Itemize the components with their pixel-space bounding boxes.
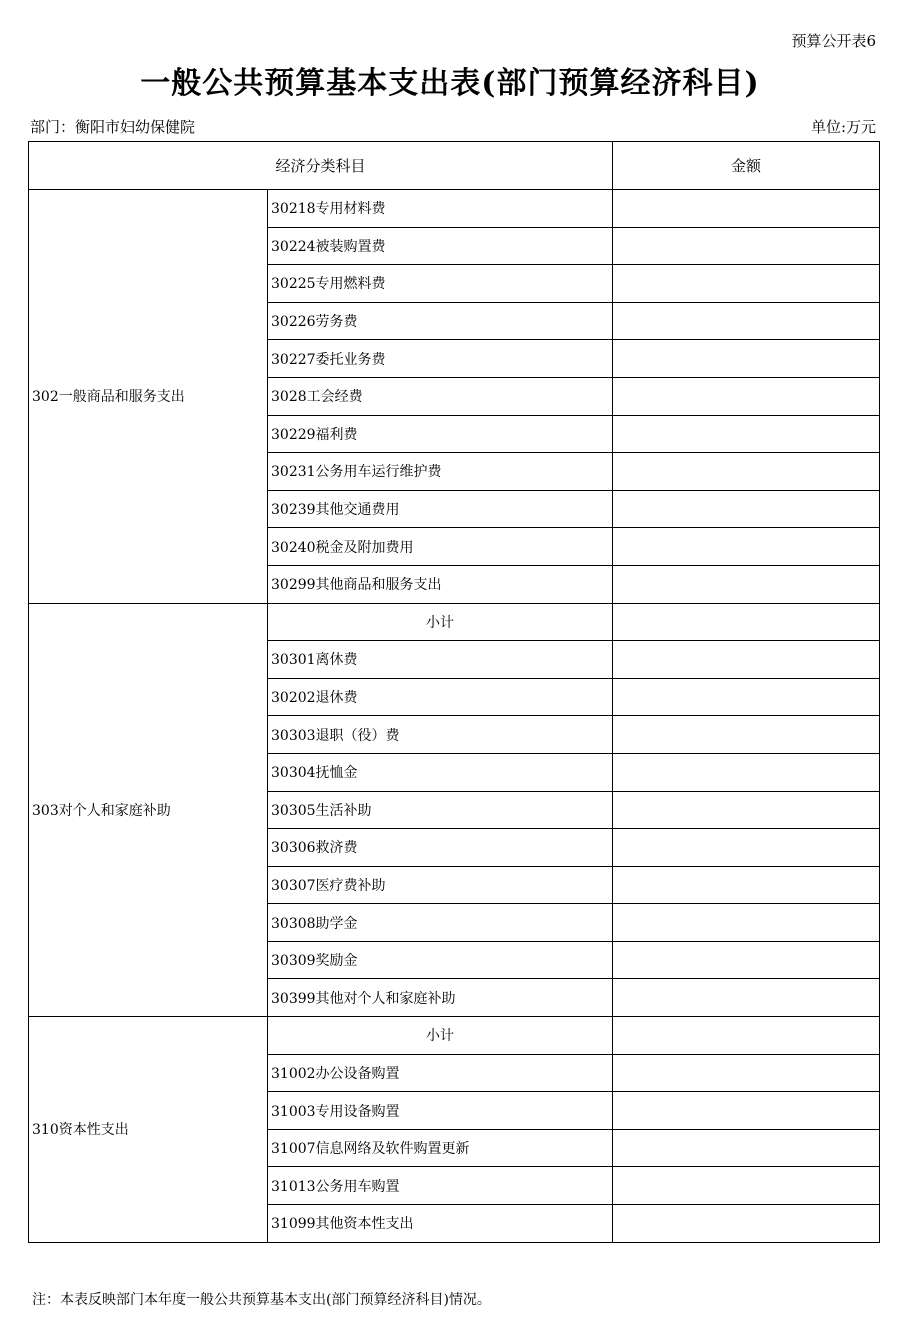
group-category-cell: 303对个人和家庭补助 xyxy=(29,603,268,1017)
item-label: 30225专用燃料费 xyxy=(268,265,613,303)
page-title: 一般公共预算基本支出表(部门预算经济科目) xyxy=(140,66,760,101)
item-label: 31007信息网络及软件购置更新 xyxy=(268,1129,613,1167)
amount-cell xyxy=(613,716,880,754)
item-label: 31002办公设备购置 xyxy=(268,1054,613,1092)
amount-cell xyxy=(613,678,880,716)
item-label: 30305生活补助 xyxy=(268,791,613,829)
amount-cell xyxy=(613,941,880,979)
amount-cell xyxy=(613,753,880,791)
amount-cell xyxy=(613,377,880,415)
item-label: 31099其他资本性支出 xyxy=(268,1205,613,1243)
table-row xyxy=(29,190,880,228)
amount-cell xyxy=(613,415,880,453)
amount-cell xyxy=(613,1017,880,1055)
footnote: 注：本表反映部门本年度一般公共预算基本支出(部门预算经济科目)情况。 xyxy=(32,1292,491,1308)
amount-cell xyxy=(613,453,880,491)
item-label: 30227委托业务费 xyxy=(268,340,613,378)
subtotal-label: 小计 xyxy=(268,603,613,641)
item-label: 30304抚恤金 xyxy=(268,753,613,791)
group-category-cell: 302一般商品和服务支出 xyxy=(29,190,268,604)
amount-cell xyxy=(613,227,880,265)
col-header-amount: 金额 xyxy=(613,142,880,190)
item-label: 30231公务用车运行维护费 xyxy=(268,453,613,491)
item-label: 30239其他交通费用 xyxy=(268,490,613,528)
table-row xyxy=(29,603,880,641)
item-label: 30218专用材料费 xyxy=(268,190,613,228)
amount-cell xyxy=(613,866,880,904)
budget-table xyxy=(28,141,880,1243)
item-label: 30307医疗费补助 xyxy=(268,866,613,904)
item-label: 30309奖励金 xyxy=(268,941,613,979)
item-label: 31003专用设备购置 xyxy=(268,1092,613,1130)
item-label: 30226劳务费 xyxy=(268,302,613,340)
item-label: 30306救济费 xyxy=(268,829,613,867)
amount-cell xyxy=(613,791,880,829)
col-header-category: 经济分类科目 xyxy=(29,142,613,190)
amount-cell xyxy=(613,1205,880,1243)
group-category-cell: 310资本性支出 xyxy=(29,1017,268,1243)
amount-cell xyxy=(613,1167,880,1205)
amount-cell xyxy=(613,565,880,603)
item-label: 30299其他商品和服务支出 xyxy=(268,565,613,603)
amount-cell xyxy=(613,1129,880,1167)
item-label: 31013公务用车购置 xyxy=(268,1167,613,1205)
amount-cell xyxy=(613,528,880,566)
item-label: 30202退休费 xyxy=(268,678,613,716)
item-label: 3028工会经费 xyxy=(268,377,613,415)
amount-cell xyxy=(613,1092,880,1130)
amount-cell xyxy=(613,190,880,228)
item-label: 30399其他对个人和家庭补助 xyxy=(268,979,613,1017)
amount-cell xyxy=(613,1054,880,1092)
table-code: 预算公开表6 xyxy=(791,32,876,50)
table-header-row xyxy=(29,142,880,190)
item-label: 30301离休费 xyxy=(268,641,613,679)
amount-cell xyxy=(613,829,880,867)
subtotal-label: 小计 xyxy=(268,1017,613,1055)
amount-cell xyxy=(613,979,880,1017)
department-label: 部门：衡阳市妇幼保健院 xyxy=(30,118,196,136)
item-label: 30229福利费 xyxy=(268,415,613,453)
amount-cell xyxy=(613,904,880,942)
table-row xyxy=(29,1017,880,1055)
amount-cell xyxy=(613,302,880,340)
amount-cell xyxy=(613,265,880,303)
item-label: 30303退职（役）费 xyxy=(268,716,613,754)
item-label: 30308助学金 xyxy=(268,904,613,942)
item-label: 30240税金及附加费用 xyxy=(268,528,613,566)
amount-cell xyxy=(613,340,880,378)
item-label: 30224被装购置费 xyxy=(268,227,613,265)
amount-cell xyxy=(613,603,880,641)
amount-cell xyxy=(613,641,880,679)
unit-label: 单位:万元 xyxy=(810,118,876,136)
amount-cell xyxy=(613,490,880,528)
